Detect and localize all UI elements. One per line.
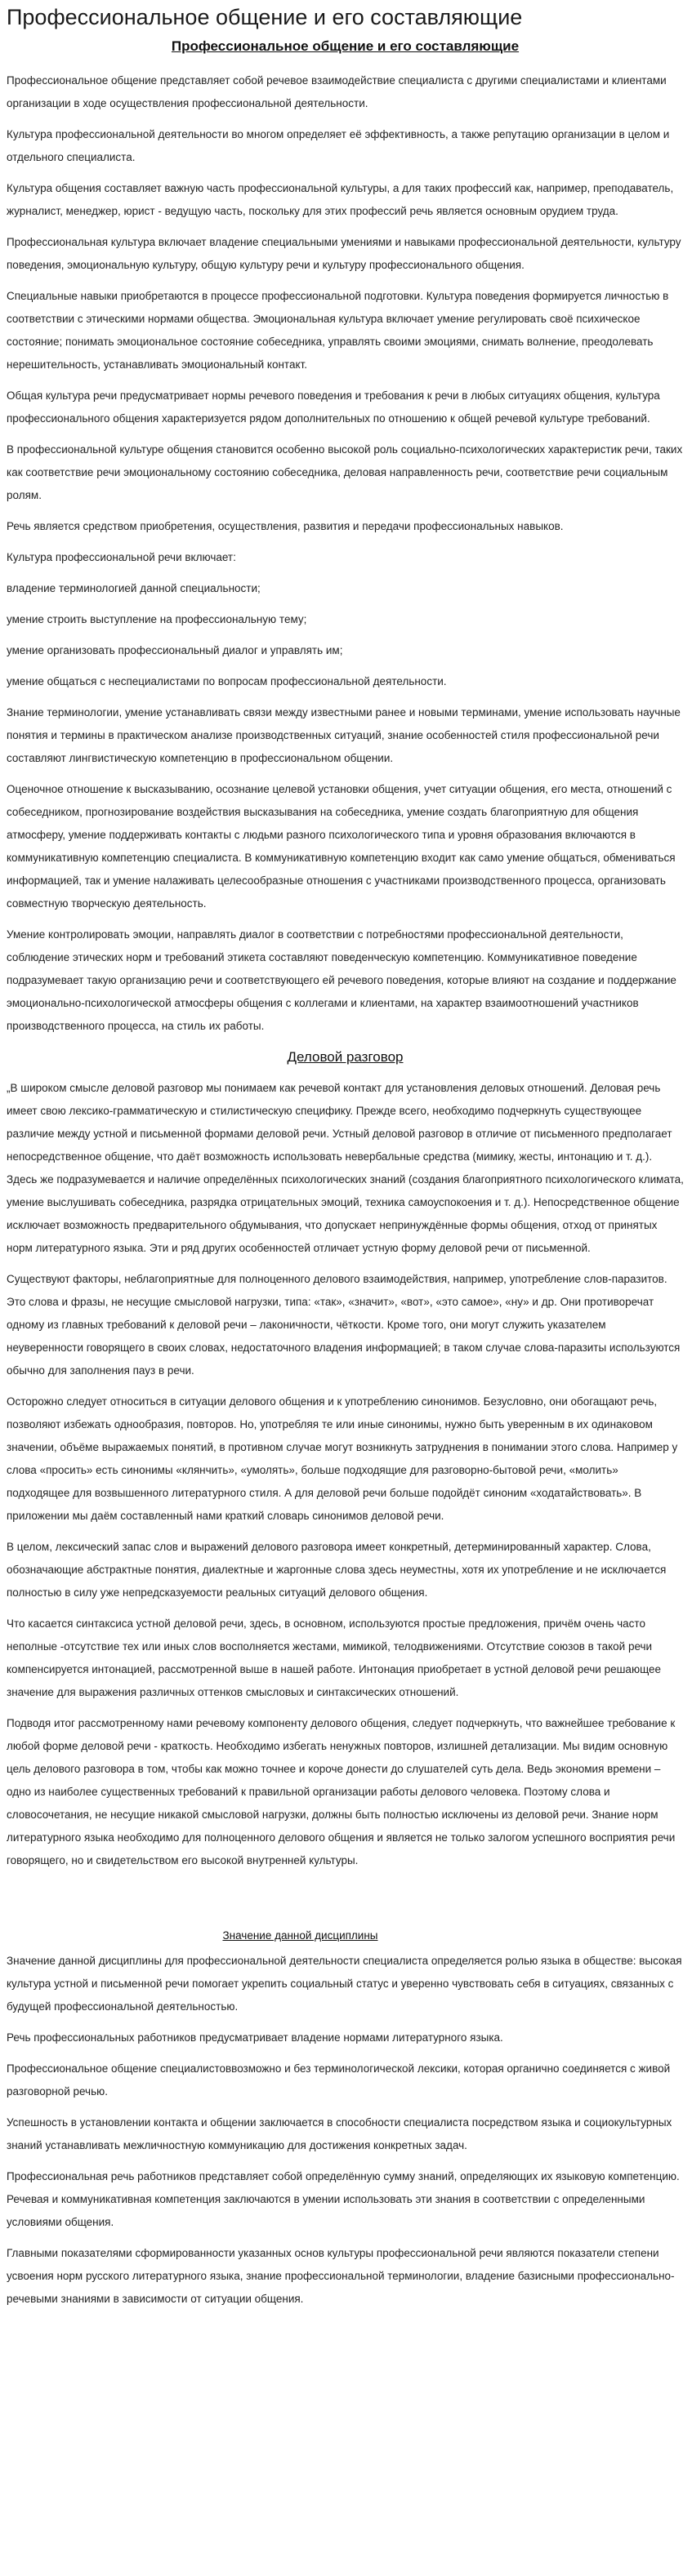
list-item: умение организовать профессиональный диалог и управлять им; xyxy=(7,644,343,657)
paragraph: Профессиональное общение специалистоввозможно и без терминологической лексики, которая органично соединяется с живой разговорной речью. xyxy=(7,2062,671,2098)
paragraph: Знание терминологии, умение устанавливать связи между известными ранее и новыми терминами, умение использовать научные понятия и термины в практическом анализе производственных ситуаций, знание особенностей стиля профессиональной речи составляют лингвистическую компетенцию в профессиональном общении. xyxy=(7,706,681,765)
paragraph: Специальные навыки приобретаются в процессе профессиональной подготовки. Культура поведения формируется личностью в соответствии с этическими нормами общества. Эмоциональная культура включает умение регулировать своё психическое состояние; понимать эмоциональное состояние собеседника, управлять своими эмоциями, снимать волнение, преодолевать нерешительность, устанавливать эмоциональный контакт. xyxy=(7,290,669,371)
list-item: умение строить выступление на профессиональную тему; xyxy=(7,613,307,626)
paragraph: В целом, лексический запас слов и выражений делового разговора имеет конкретный, детерминированный характер. Слова, обозначающие абстрактные понятия, диалектные и жаргонные слова здесь неуместны, хотя их употребление и не исключается полностью в силу уже непредсказуемости реальных ситуаций делового общения. xyxy=(7,1541,667,1599)
section-heading-business-conversation: Деловой разговор xyxy=(287,1049,404,1066)
paragraph: Профессиональная речь работников представляет собой определённую сумму знаний, определяющих их языковую компетенцию. Речевая и коммуникативная компетенция заключаются в умении использовать эти знания в соответствии с определенными условиями общения. xyxy=(7,2170,680,2229)
paragraph: Профессиональная культура включает владение специальными умениями и навыками профессиональной деятельности, культуру поведения, эмоциональную культуру, общую культуру речи и культуру профессионального общения. xyxy=(7,236,681,272)
paragraph: Культура общения составляет важную часть профессиональной культуры, а для таких профессий как, например, преподаватель, журналист, менеджер, юрист - ведущую часть, поскольку для этих профессий речь является основным орудием труда. xyxy=(7,182,674,218)
paragraph: Оценочное отношение к высказыванию, осознание целевой установки общения, учет ситуации общения, его места, отношений с собеседником, прогнозирование воздействия высказывания на собеседника, умение создать благоприятную для общения атмосферу, умение поддерживать контакты с людьми разного психологического типа и уровня образования включаются в коммуникативную компетенцию специалиста. В коммуникативную компетенцию входит как само умение общаться, обмениваться информацией, так и умение налаживать целесообразные отношения с участниками производственного процесса, организовать совместную творческую деятельность. xyxy=(7,783,676,910)
paragraph: Главными показателями сформированности указанных основ культуры профессиональной речи являются показатели степени усвоения норм русского литературного языка, знание профессиональной терминологии, владение базисными профессионально-речевыми знаниями в зависимости от ситуации общения. xyxy=(7,2247,675,2306)
section-professional-communication xyxy=(7,69,684,1038)
section-discipline-importance xyxy=(7,1950,684,2311)
paragraph: Общая культура речи предусматривает нормы речевого поведения и требования к речи в любых ситуациях общения, культура профессионального общения характеризуется рядом дополнительных по отношению к общей речевой культуре требований. xyxy=(7,389,660,425)
paragraph: Что касается синтаксиса устной деловой речи, здесь, в основном, используются простые предложения, причём очень часто неполные -отсутствие тех или иных слов восполняется жестами, мимикой, телодвижениями. Отсутствие союзов в такой речи компенсируется интонацией, рассмотренной выше в нашей работе. Интонация приобретает в устной деловой речи решающее значение для выражения различных оттенков смысловых и синтаксических отношений. xyxy=(7,1617,662,1699)
section-heading-discipline-importance: Значение данной дисциплины xyxy=(222,1929,378,1942)
paragraph: Культура профессиональной деятельности во многом определяет её эффективность, а также репутацию организации в целом и отдельного специалиста. xyxy=(7,128,670,164)
paragraph: Речь является средством приобретения, осуществления, развития и передачи профессиональных навыков. xyxy=(7,520,564,533)
paragraph: Существуют факторы, неблагоприятные для полноценного делового взаимодействия, например, употребление слов-паразитов. Это слова и фразы, не несущие смысловой нагрузки, типа: «так», «значит», «вот», «это самое», «ну» и др. Они противоречат одному из главных требований к деловой речи – лаконичности, чёткости. Кроме того, они могут служить указателем неуверенности говорящего в своих словах, недостаточного владения информацией; в таком случае слова-паразиты используются обычно для заполнения пауз в речи. xyxy=(7,1273,681,1377)
paragraph: „В широком смысле деловой разговор мы понимаем как речевой контакт для установления деловых отношений. Деловая речь имеет свою лексико-грамматическую и стилистическую специфику. Прежде всего, необходимо подчеркнуть существующее различие между устной и письменной формами деловой речи. Устный деловой разговор в отличие от письменного предполагает непосредственное общение, что даёт возможность использовать невербальные средства (мимику, жесты, интонацию и т. д.). Здесь же подразумевается и наличие определённых психологических знаний (создания благоприятного психологического климата, умение выслушивать собеседника, разрядка отрицательных эмоций, техника самоуспокоения и т. д.). Непосредственное общение исключает возможность предварительного обдумывания, что допускает непринуждённые формы общения, отход от принятых норм литературного языка. Эти и ряд других особенностей отличает устную форму деловой речи от письменной. xyxy=(7,1082,684,1255)
paragraph: Профессиональное общение представляет собой речевое взаимодействие специалиста с другими специалистами и клиентами организации в ходе осуществления профессиональной деятельности. xyxy=(7,74,667,110)
paragraph: Умение контролировать эмоции, направлять диалог в соответствии с потребностями профессиональной деятельности, соблюдение этических норм и требований этикета составляют поведенческую компетенцию. Коммуникативное поведение подразумевает такую организацию речи и соответствующего ей речевого поведения, которые влияют на создание и поддержание эмоционально-психологической атмосферы общения с коллегами и клиентами, на характер взаимоотношений участников производственного процесса, на стиль их работы. xyxy=(7,928,676,1033)
paragraph: Культура профессиональной речи включает: xyxy=(7,551,236,564)
paragraph: В профессиональной культуре общения становится особенно высокой роль социально-психологических характеристик речи, таких как соответствие речи эмоциональному состоянию собеседника, деловая направленность речи, соответствие речи социальным ролям. xyxy=(7,443,683,502)
paragraph: Значение данной дисциплины для профессиональной деятельности специалиста определяется ролью языка в обществе: высокая культура устной и письменной речи помогает укрепить социальный статус и уверенно чувствовать себя в ситуациях, связанных с будущей профессиональной деятельностью. xyxy=(7,1955,682,2013)
section-business-conversation xyxy=(7,1077,684,1872)
paragraph: Осторожно следует относиться в ситуации делового общения и к употреблению синонимов. Безусловно, они обогащают речь, позволяют избежать однообразия, повторов. Но, употребляя те или иные синонимы, нужно быть уверенным в их одинаковом значении, объёме выражаемых понятий, в противном случае могут возникнуть затруднения в понимании этого слова. Например у слова «просить» есть синонимы «клянчить», «умолять», больше подходящие для разговорно-бытовой речи, «молить» подходящее для возвышенного литературного стиля. А для деловой речи больше подойдёт синоним «ходатайствовать». В приложении мы даём составленный нами краткий словарь синонимов деловой речи. xyxy=(7,1395,678,1523)
paragraph: Подводя итог рассмотренному нами речевому компоненту делового общения, следует подчеркнуть, что важнейшее требование к любой форме деловой речи - краткость. Необходимо избегать ненужных повторов, излишней детализации. Мы видим основную цель делового разговора в том, чтобы как можно точнее и короче донести до слушателей суть дела. Ведь экономия времени – одно из наиболее существенных требований к правильной организации работы делового человека. Поэтому слова и словосочетания, не несущие никакой смысловой нагрузки, должны быть полностью исключены из деловой речи. Знание норм литературного языка необходимо для полноценного делового общения и является не только залогом успешного восприятия речи говорящего, но и свидетельством его высокой внутренней культуры. xyxy=(7,1717,676,1867)
list-item: умение общаться с неспециалистами по вопросам профессиональной деятельности. xyxy=(7,675,447,688)
list-item: владение терминологией данной специальности; xyxy=(7,582,261,595)
article-subtitle: Профессиональное общение и его составляющие xyxy=(171,38,520,55)
paragraph: Речь профессиональных работников предусматривает владение нормами литературного языка. xyxy=(7,2031,503,2044)
paragraph: Успешность в установлении контакта и общении заключается в способности специалиста посредством языка и социокультурных знаний устанавливать межличностную коммуникацию для достижения конкретных задач. xyxy=(7,2116,672,2152)
page-title: Профессиональное общение и его составляющие xyxy=(7,5,523,29)
